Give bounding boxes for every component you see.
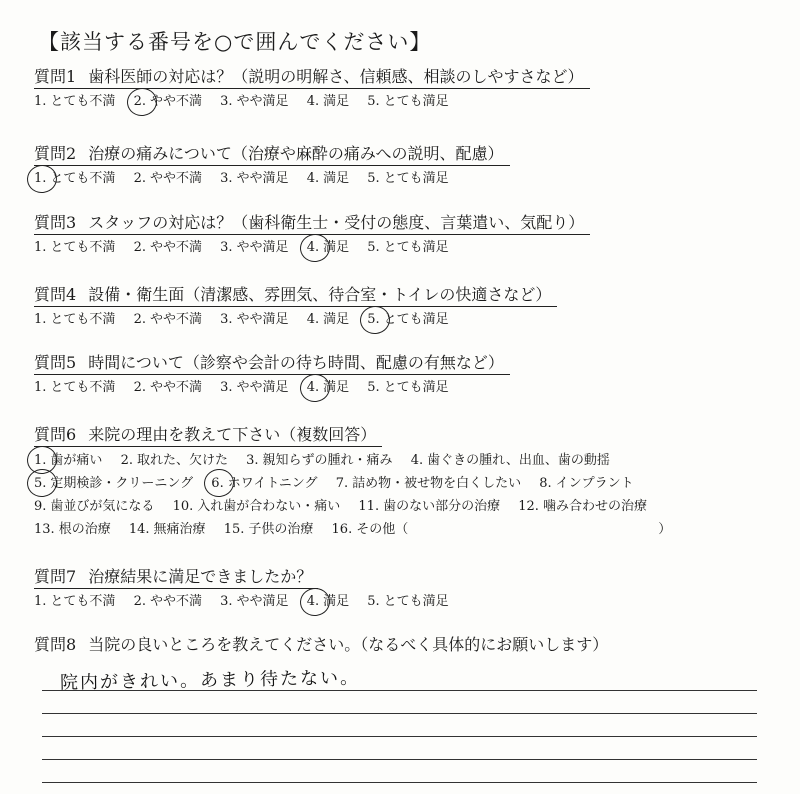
- option-4[interactable]: 4. 満足: [307, 377, 349, 399]
- question-text: スタッフの対応は？（歯科衛生士・受付の態度、言葉遣い、気配り）: [88, 213, 585, 232]
- option-2[interactable]: 2. やや不満: [133, 171, 202, 186]
- question-8: [34, 634, 774, 784]
- option-10[interactable]: 10. 入れ歯が合わない・痛い: [172, 499, 341, 514]
- option-16-other[interactable]: 16. その他（ ）: [331, 522, 672, 537]
- question-7: [34, 566, 774, 613]
- question-number: 質問6: [34, 425, 77, 444]
- options: [34, 449, 774, 541]
- option-6[interactable]: 6. ホワイトニング: [211, 472, 317, 495]
- question-text: 歯科医師の対応は？（説明の明解さ、信頼感、相談のしやすさなど）: [88, 67, 584, 86]
- options: [34, 91, 774, 113]
- answer-line: [42, 760, 757, 783]
- option-3[interactable]: 3. やや満足: [220, 94, 289, 109]
- option-5[interactable]: 5. とても満足: [367, 594, 449, 609]
- option-4[interactable]: 4. 満足: [307, 591, 349, 613]
- option-3[interactable]: 3. やや満足: [220, 380, 289, 395]
- option-3[interactable]: 3. やや満足: [220, 171, 289, 186]
- option-3[interactable]: 3. 親知らずの腫れ・痛み: [246, 453, 393, 468]
- option-15[interactable]: 15. 子供の治療: [223, 522, 314, 537]
- option-14[interactable]: 14. 無痛治療: [128, 522, 206, 537]
- question-number: 質問7: [34, 567, 77, 586]
- question-text: 設備・衛生面（清潔感、雰囲気、待合室・トイレの快適さなど）: [88, 285, 552, 304]
- option-1[interactable]: 1. とても不満: [34, 168, 115, 190]
- option-5[interactable]: 5. とても満足: [367, 309, 448, 331]
- question-number: 質問2: [34, 144, 77, 163]
- option-4[interactable]: 4. 満足: [306, 94, 350, 109]
- question-6: [34, 424, 774, 541]
- option-5[interactable]: 5. とても満足: [367, 380, 449, 395]
- option-1[interactable]: 1. とても不満: [34, 312, 116, 327]
- option-5[interactable]: 5. 定期検診・クリーニング: [34, 472, 193, 495]
- option-4[interactable]: 4. 満足: [306, 312, 350, 327]
- option-5[interactable]: 5. とても満足: [367, 240, 449, 255]
- options: [34, 168, 774, 190]
- question-number: 質問8: [34, 635, 77, 654]
- question-number: 質問1: [34, 67, 77, 86]
- option-8[interactable]: 8. インプラント: [539, 476, 634, 491]
- answer-line: [42, 737, 757, 760]
- answer-line: [42, 691, 757, 714]
- option-row-3: [34, 495, 774, 518]
- option-3[interactable]: 3. やや満足: [220, 240, 289, 255]
- option-12[interactable]: 12. 噛み合わせの治療: [518, 499, 647, 514]
- question-4: [34, 284, 774, 331]
- option-2[interactable]: 2. やや不満: [133, 312, 202, 327]
- question-1: [34, 66, 774, 113]
- option-2[interactable]: 2. やや不満: [133, 240, 202, 255]
- option-9[interactable]: 9. 歯並びが気になる: [34, 499, 155, 514]
- option-row-4: [34, 518, 774, 541]
- option-3[interactable]: 3. やや満足: [220, 594, 289, 609]
- option-2[interactable]: 2. やや不満: [133, 380, 202, 395]
- answer-line: [42, 714, 757, 737]
- question-number: 質問3: [34, 213, 77, 232]
- option-2[interactable]: 2. やや不満: [134, 91, 202, 113]
- options: [34, 591, 774, 613]
- option-4[interactable]: 4. 満足: [307, 237, 349, 259]
- option-5[interactable]: 5. とても満足: [367, 94, 449, 109]
- question-text: 来院の理由を教えて下さい（複数回答）: [88, 425, 377, 444]
- handwritten-answer: 院内がきれい。あまり待たない。: [59, 667, 361, 694]
- option-13[interactable]: 13. 根の治療: [34, 522, 111, 537]
- option-7[interactable]: 7. 詰め物・被せ物を白くしたい: [335, 476, 522, 491]
- question-5: [34, 352, 774, 399]
- option-row-1: [34, 449, 774, 472]
- question-text: 治療結果に満足できましたか？: [88, 567, 313, 586]
- question-3: [34, 212, 774, 259]
- option-11[interactable]: 11. 歯のない部分の治療: [358, 499, 501, 514]
- question-2: [34, 143, 774, 190]
- question-text: 時間について（診察や会計の待ち時間、配慮の有無など）: [88, 353, 504, 372]
- page-title: 【該当する番号を○で囲んでください】: [38, 30, 432, 54]
- option-1[interactable]: 1. とても不満: [34, 380, 116, 395]
- options: [34, 237, 774, 259]
- options: [34, 377, 774, 399]
- question-number: 質問4: [34, 285, 77, 304]
- question-number: 質問5: [34, 353, 77, 372]
- option-2[interactable]: 2. やや不満: [133, 594, 202, 609]
- option-1[interactable]: 1. とても不満: [34, 240, 116, 255]
- answer-line: [42, 667, 757, 694]
- option-4[interactable]: 4. 歯ぐきの腫れ、出血、歯の動揺: [410, 453, 610, 468]
- question-text: 当院の良いところを教えてください。（なるべく具体的にお願いします）: [88, 635, 609, 654]
- option-4[interactable]: 4. 満足: [306, 171, 350, 186]
- option-1[interactable]: 1. とても不満: [34, 94, 116, 109]
- answer-area[interactable]: [42, 668, 757, 783]
- question-text: 治療の痛みについて（治療や麻酔の痛みへの説明、配慮）: [88, 144, 504, 163]
- option-5[interactable]: 5. とても満足: [367, 171, 449, 186]
- option-row-2: [34, 472, 774, 495]
- options: [34, 309, 774, 331]
- option-2[interactable]: 2. 取れた、欠けた: [120, 453, 228, 468]
- option-1[interactable]: 1. とても不満: [34, 594, 116, 609]
- option-1[interactable]: 1. 歯が痛い: [34, 449, 102, 472]
- option-3[interactable]: 3. やや満足: [220, 312, 289, 327]
